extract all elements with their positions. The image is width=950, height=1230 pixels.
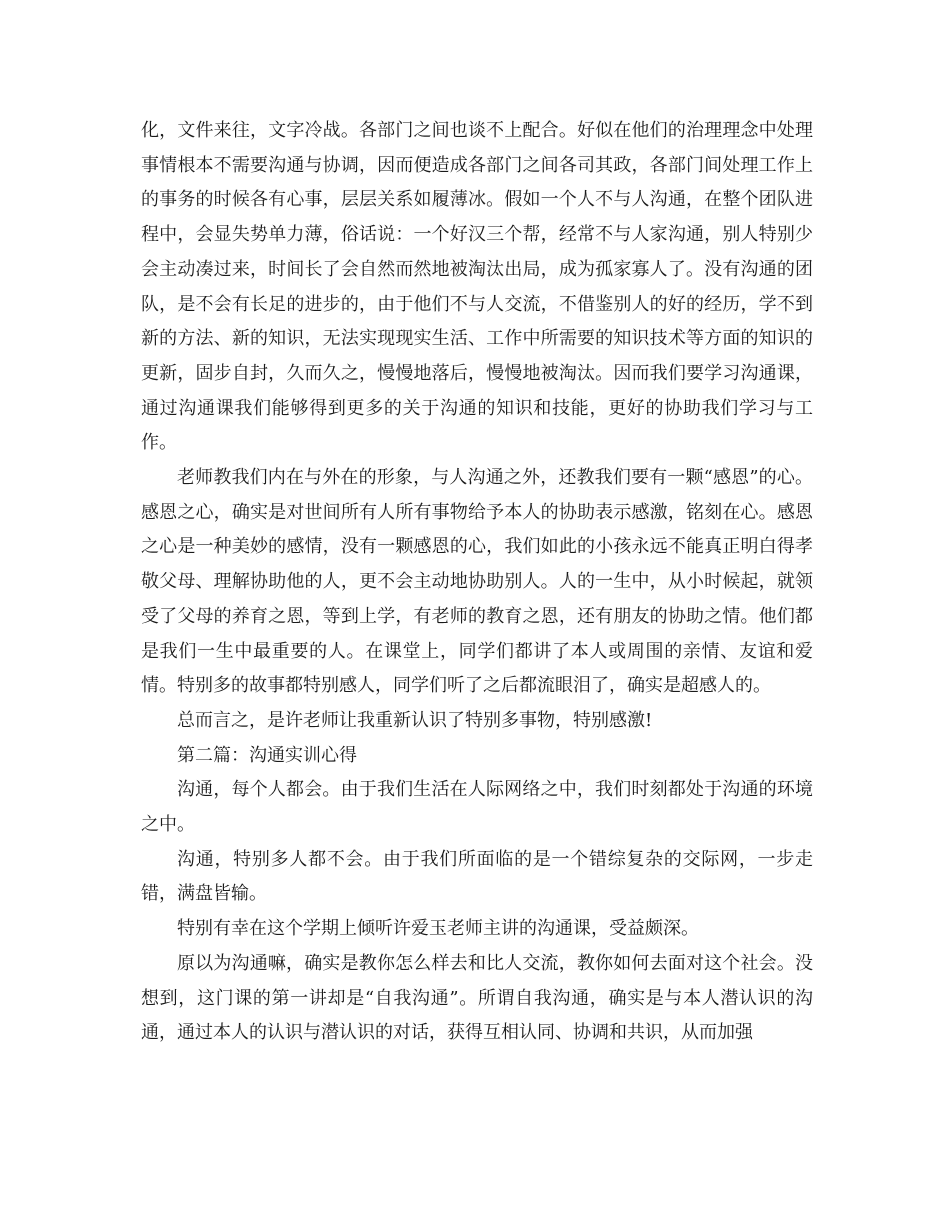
paragraph-7: 原以为沟通嘛，确实是教你怎么样去和比人交流，教你如何去面对这个社会。没想到，这门课的第一讲却是“自我沟通”。所谓自我沟通，确实是与本人潜认识的沟通，通过本人的认识与潜认识的对话，获得互相认同、协调和共识，从而加强 — [141, 952, 813, 1044]
section-heading: 第二篇：沟通实训心得 — [177, 744, 357, 766]
paragraph-6: 特别有幸在这个学期上倾听许爱玉老师主讲的沟通课，受益颇深。 — [177, 918, 699, 940]
paragraph-2: 老师教我们内在与外在的形象，与人沟通之外，还教我们要有一颗“感恩”的心。感恩之心，确实是对世间所有人所有事物给予本人的协助表示感激，铭刻在心。感恩之心是一种美妙的感情，没有一颗感恩的心，我们如此的小孩永远不能真正明白得孝敬父母、理解协助他的人，更不会主动地协助别人。人的一生中，从小时候起，就领受了父母的养育之恩，等到上学，有老师的教育之恩，还有朋友的协助之情。他们都是我们一生中最重要的人。在课堂上，同学们都讲了本人或周围的亲情、友谊和爱情。特别多的故事都特别感人，同学们听了之后都流眼泪了，确实是超感人的。 — [141, 467, 813, 697]
paragraph-5: 沟通，特别多人都不会。由于我们所面临的是一个错综复杂的交际网，一步走错，满盘皆输。 — [141, 848, 813, 905]
paragraph-4: 沟通，每个人都会。由于我们生活在人际网络之中，我们时刻都处于沟通的环境之中。 — [141, 779, 813, 836]
paragraph-3: 总而言之，是许老师让我重新认识了特别多事物，特别感激! — [177, 709, 653, 731]
document-body — [141, 114, 813, 1051]
paragraph-1: 化，文件来往，文字冷战。各部门之间也谈不上配合。好似在他们的治理理念中处理事情根本不需要沟通与协调，因而便造成各部门之间各司其政，各部门间处理工作上的事务的时候各有心事，层层关系如履薄冰。假如一个人不与人沟通，在整个团队进程中，会显失势单力薄，俗话说：一个好汉三个帮，经常不与人家沟通，别人特别少会主动凑过来，时间长了会自然而然地被淘汰出局，成为孤家寡人了。没有沟通的团队，是不会有长足的进步的，由于他们不与人交流，不借鉴别人的好的经历，学不到新的方法、新的知识，无法实现现实生活、工作中所需要的知识技术等方面的知识的更新，固步自封，久而久之，慢慢地落后，慢慢地被淘汰。因而我们要学习沟通课，通过沟通课我们能够得到更多的关于沟通的知识和技能，更好的协助我们学习与工作。 — [141, 120, 813, 454]
